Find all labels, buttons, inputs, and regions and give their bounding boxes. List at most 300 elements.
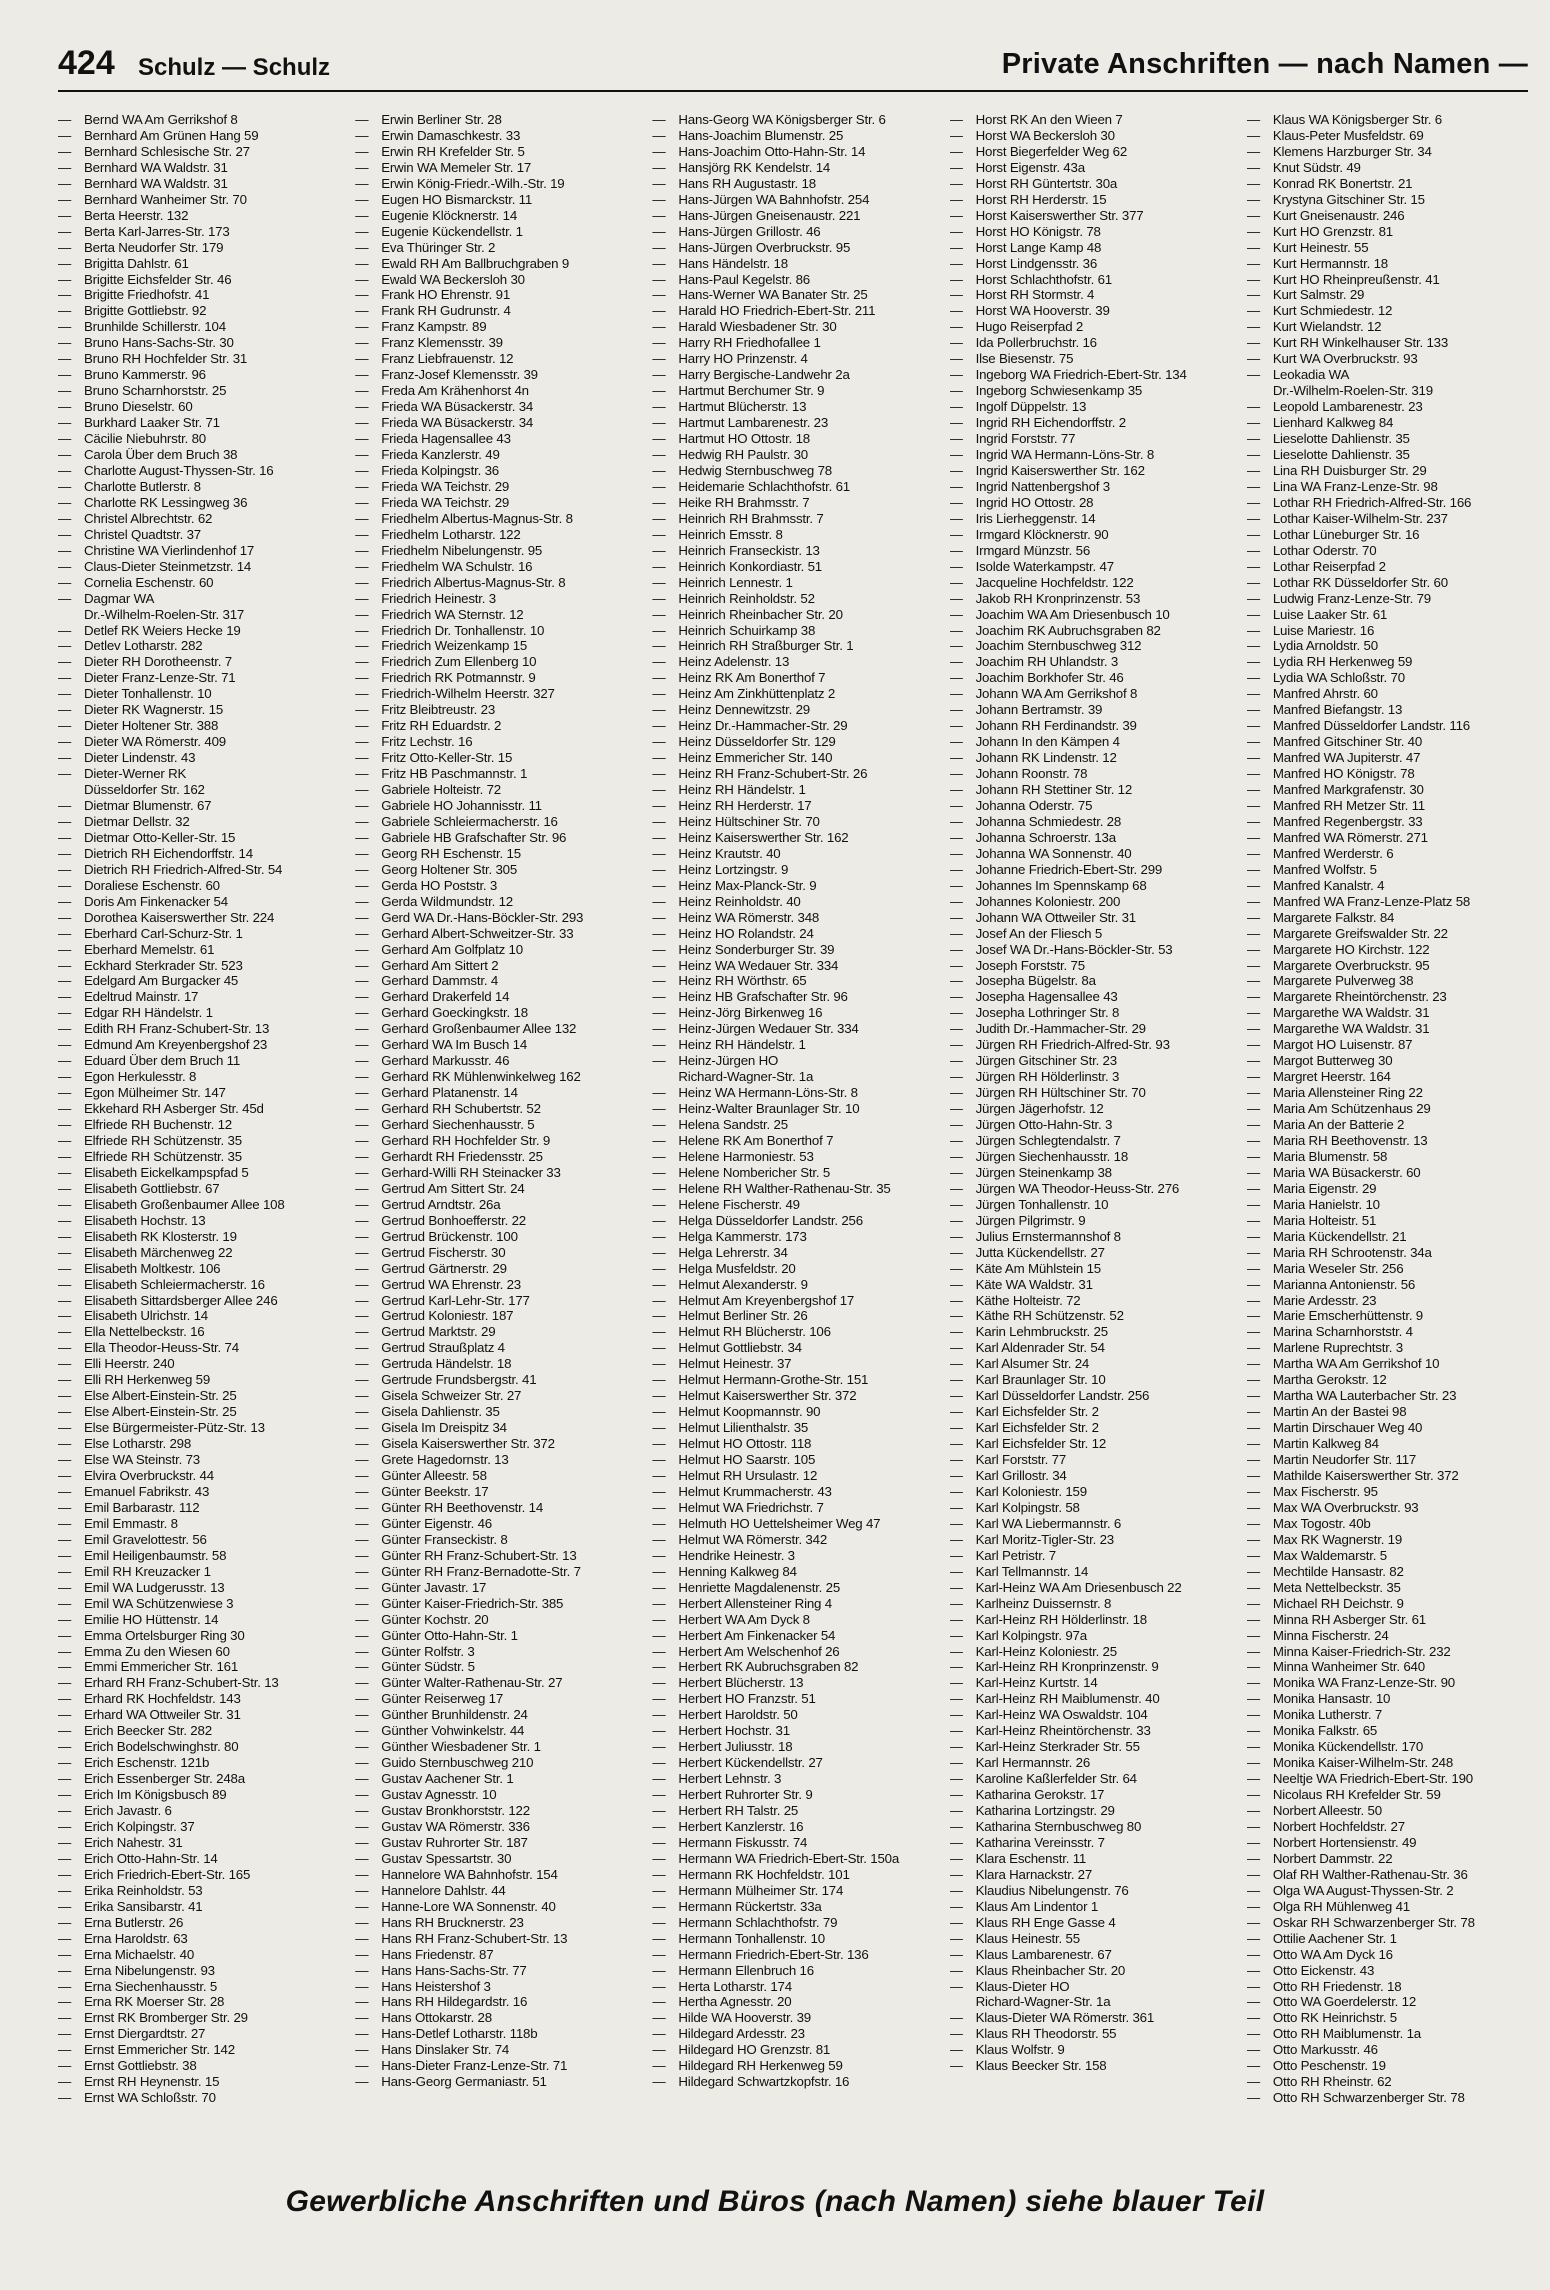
address-entry: — Helmut Koopmannstr. 90 — [652, 1404, 939, 1420]
address-entry: — Eugen HO Bismarckstr. 11 — [355, 192, 642, 208]
listing-column-2 — [355, 112, 642, 2090]
address-entry: — Gertrud Koloniestr. 187 — [355, 1308, 642, 1324]
address-entry: — Olaf RH Walther-Rathenau-Str. 36 — [1247, 1867, 1534, 1883]
address-entry: — Claus-Dieter Steinmetzstr. 14 — [58, 559, 345, 575]
address-entry: — Margret Heerstr. 164 — [1247, 1069, 1534, 1085]
address-entry: — Erhard RK Hochfeldstr. 143 — [58, 1691, 345, 1707]
address-entry: — Maria Kückendellstr. 21 — [1247, 1229, 1534, 1245]
address-entry: — Bruno Scharnhorststr. 25 — [58, 383, 345, 399]
address-entry: — Erna Haroldstr. 63 — [58, 1931, 345, 1947]
address-entry: — Martin Dirschauer Weg 40 — [1247, 1420, 1534, 1436]
address-entry: — Hartmut Blücherstr. 13 — [652, 399, 939, 415]
address-entry: — Edeltrud Mainstr. 17 — [58, 989, 345, 1005]
address-entry: — Erna Nibelungenstr. 93 — [58, 1963, 345, 1979]
address-entry: — Günter RH Franz-Schubert-Str. 13 — [355, 1548, 642, 1564]
address-entry: — Dieter Franz-Lenze-Str. 71 — [58, 670, 345, 686]
address-entry: — Burkhard Laaker Str. 71 — [58, 415, 345, 431]
address-entry: — Erwin Berliner Str. 28 — [355, 112, 642, 128]
address-entry: — Hilde WA Hooverstr. 39 — [652, 2010, 939, 2026]
address-entry: — Hedwig Sternbuschweg 78 — [652, 463, 939, 479]
address-entry: — Ilse Biesenstr. 75 — [950, 351, 1237, 367]
address-entry: — Knut Südstr. 49 — [1247, 160, 1534, 176]
address-entry: — Ella Theodor-Heuss-Str. 74 — [58, 1340, 345, 1356]
address-entry: — Hanne-Lore WA Sonnenstr. 40 — [355, 1899, 642, 1915]
address-entry: — Franz-Josef Klemensstr. 39 — [355, 367, 642, 383]
address-entry: — Hermann RK Hochfeldstr. 101 — [652, 1867, 939, 1883]
listing-column-3 — [652, 112, 939, 2090]
address-entry: — Herbert RK Aubruchsgraben 82 — [652, 1659, 939, 1675]
address-entry: — Maria Am Schützenhaus 29 — [1247, 1101, 1534, 1117]
address-entry: — Erna Michaelstr. 40 — [58, 1947, 345, 1963]
address-entry: — Lydia WA Schloßstr. 70 — [1247, 670, 1534, 686]
address-entry: — Klemens Harzburger Str. 34 — [1247, 144, 1534, 160]
address-entry: — Klaus RH Enge Gasse 4 — [950, 1915, 1237, 1931]
address-entry: — Berta Karl-Jarres-Str. 173 — [58, 224, 345, 240]
address-entry: — Eugenie Kückendellstr. 1 — [355, 224, 642, 240]
address-entry: — Heinz Am Zinkhüttenplatz 2 — [652, 686, 939, 702]
address-entry: — Joseph Forststr. 75 — [950, 958, 1237, 974]
address-entry: — Dieter RH Dorotheenstr. 7 — [58, 654, 345, 670]
address-entry: — Herbert Haroldstr. 50 — [652, 1707, 939, 1723]
address-entry: — Ingeborg Schwiesenkamp 35 — [950, 383, 1237, 399]
address-entry: — Karl Kolpingstr. 58 — [950, 1500, 1237, 1516]
address-entry: — Emil WA Schützenwiese 3 — [58, 1596, 345, 1612]
address-entry: — Hans Ottokarstr. 28 — [355, 2010, 642, 2026]
address-entry: — Heinz Reinholdstr. 40 — [652, 894, 939, 910]
address-entry: — Hans Heistershof 3 — [355, 1979, 642, 1995]
address-entry: — Max WA Overbruckstr. 93 — [1247, 1500, 1534, 1516]
address-entry: — Edith RH Franz-Schubert-Str. 13 — [58, 1021, 345, 1037]
address-entry: — Marianna Antonienstr. 56 — [1247, 1277, 1534, 1293]
address-entry: — Gerhard WA Im Busch 14 — [355, 1037, 642, 1053]
address-entry: — Gerda HO Poststr. 3 — [355, 878, 642, 894]
address-entry: — Manfred Markgrafenstr. 30 — [1247, 782, 1534, 798]
address-entry: Dr.-Wilhelm-Roelen-Str. 319 — [1272, 383, 1433, 399]
address-entry: — Josef WA Dr.-Hans-Böckler-Str. 53 — [950, 942, 1237, 958]
address-entry: — Norbert Dammstr. 22 — [1247, 1851, 1534, 1867]
address-entry: — Gustav Aachener Str. 1 — [355, 1771, 642, 1787]
address-entry: — Friedrich Zum Ellenberg 10 — [355, 654, 642, 670]
address-entry: — Jürgen RH Hölderlinstr. 3 — [950, 1069, 1237, 1085]
address-entry: — Friedhelm Albertus-Magnus-Str. 8 — [355, 511, 642, 527]
address-entry: — Ernst Diergardtstr. 27 — [58, 2026, 345, 2042]
address-entry: — Julius Ernstermannshof 8 — [950, 1229, 1237, 1245]
address-entry: — Gerhard RK Mühlenwinkelweg 162 — [355, 1069, 642, 1085]
address-entry: — Harry Bergische-Landwehr 2a — [652, 367, 939, 383]
address-entry: — Klaus-Dieter WA Römerstr. 361 — [950, 2010, 1237, 2026]
address-entry: — Kurt Gneisenaustr. 246 — [1247, 208, 1534, 224]
address-entry: — Johanna Schroerstr. 13a — [950, 830, 1237, 846]
address-entry: — Gertrud WA Ehrenstr. 23 — [355, 1277, 642, 1293]
address-entry: — Berta Heerstr. 132 — [58, 208, 345, 224]
address-entry: — Jürgen Siechenhausstr. 18 — [950, 1149, 1237, 1165]
address-entry: — Klaus RH Theodorstr. 55 — [950, 2026, 1237, 2042]
address-entry: — Manfred RH Metzer Str. 11 — [1247, 798, 1534, 814]
address-entry: — Kurt Hermannstr. 18 — [1247, 256, 1534, 272]
address-entry: — Manfred WA Franz-Lenze-Platz 58 — [1247, 894, 1534, 910]
address-entry: — Heinz Dennewitzstr. 29 — [652, 702, 939, 718]
address-entry: — Manfred Gitschiner Str. 40 — [1247, 734, 1534, 750]
address-entry: — Hermann Mülheimer Str. 174 — [652, 1883, 939, 1899]
address-entry: — Eberhard Memelstr. 61 — [58, 942, 345, 958]
address-entry: — Johann WA Ottweiler Str. 31 — [950, 910, 1237, 926]
address-entry: — Monika Falkstr. 65 — [1247, 1723, 1534, 1739]
address-entry: — Klara Harnackstr. 27 — [950, 1867, 1237, 1883]
address-entry: — Herbert Lehnstr. 3 — [652, 1771, 939, 1787]
address-entry: — Frieda WA Teichstr. 29 — [355, 495, 642, 511]
address-entry: — Dietrich RH Friedrich-Alfred-Str. 54 — [58, 862, 345, 878]
address-entry: — Norbert Hochfeldstr. 27 — [1247, 1819, 1534, 1835]
address-entry: — Friedrich Dr. Tonhallenstr. 10 — [355, 623, 642, 639]
address-entry: — Jürgen Pilgrimstr. 9 — [950, 1213, 1237, 1229]
address-entry: — Dagmar WA — [58, 591, 345, 607]
address-entry: — Friedhelm Lotharstr. 122 — [355, 527, 642, 543]
address-entry: — Brigitte Eichsfelder Str. 46 — [58, 272, 345, 288]
address-entry: — Georg RH Eschenstr. 15 — [355, 846, 642, 862]
address-entry: — Emil Emmastr. 8 — [58, 1516, 345, 1532]
address-entry: — Kurt HO Rheinpreußenstr. 41 — [1247, 272, 1534, 288]
address-entry: — Bernhard Wanheimer Str. 70 — [58, 192, 345, 208]
address-entry: Düsseldorfer Str. 162 — [84, 782, 205, 798]
address-entry: — Horst HO Königstr. 78 — [950, 224, 1237, 240]
footer-note: Gewerbliche Anschriften und Büros (nach Namen) siehe blauer Teil — [285, 2185, 1265, 2218]
address-entry: — Günter Eigenstr. 46 — [355, 1516, 642, 1532]
address-entry: — Gisela Dahlienstr. 35 — [355, 1404, 642, 1420]
address-entry: — Monika Kaiser-Wilhelm-Str. 248 — [1247, 1755, 1534, 1771]
address-entry: — Jürgen WA Theodor-Heuss-Str. 276 — [950, 1181, 1237, 1197]
address-entry: — Gustav Ruhrorter Str. 187 — [355, 1835, 642, 1851]
address-entry: — Charlotte RK Lessingweg 36 — [58, 495, 345, 511]
address-entry: — Helmut Gottliebstr. 34 — [652, 1340, 939, 1356]
address-entry: — Ingrid RH Eichendorffstr. 2 — [950, 415, 1237, 431]
address-entry: — Joachim RK Aubruchsgraben 82 — [950, 623, 1237, 639]
address-entry: — Hans RH Brucknerstr. 23 — [355, 1915, 642, 1931]
address-entry: — Karl-Heinz Sterkrader Str. 55 — [950, 1739, 1237, 1755]
address-entry: — Herbert WA Am Dyck 8 — [652, 1612, 939, 1628]
address-entry: — Elisabeth RK Klosterstr. 19 — [58, 1229, 345, 1245]
address-entry: — Manfred WA Römerstr. 271 — [1247, 830, 1534, 846]
address-entry: — Erhard WA Ottweiler Str. 31 — [58, 1707, 345, 1723]
address-entry: — Johanna WA Sonnenstr. 40 — [950, 846, 1237, 862]
address-entry: — Brigitte Friedhofstr. 41 — [58, 287, 345, 303]
address-entry: — Heike RH Brahmsstr. 7 — [652, 495, 939, 511]
address-entry: — Charlotte August-Thyssen-Str. 16 — [58, 463, 345, 479]
address-entry: — Bruno Dieselstr. 60 — [58, 399, 345, 415]
address-entry: — Norbert Hortensienstr. 49 — [1247, 1835, 1534, 1851]
address-entry: — Johann RH Stettiner Str. 12 — [950, 782, 1237, 798]
address-entry: — Elisabeth Gottliebstr. 67 — [58, 1181, 345, 1197]
address-entry: — Meta Nettelbeckstr. 35 — [1247, 1580, 1534, 1596]
address-entry: — Hans-Jürgen Gneisenaustr. 221 — [652, 208, 939, 224]
address-entry: — Else Albert-Einstein-Str. 25 — [58, 1388, 345, 1404]
address-entry: — Günter RH Franz-Bernadotte-Str. 7 — [355, 1564, 642, 1580]
address-entry: — Gerhard Am Sittert 2 — [355, 958, 642, 974]
address-entry: — Gerhard Platanenstr. 14 — [355, 1085, 642, 1101]
address-entry: — Isolde Waterkampstr. 47 — [950, 559, 1237, 575]
address-entry: — Otto Eickenstr. 43 — [1247, 1963, 1534, 1979]
address-entry: — Ernst Emmericher Str. 142 — [58, 2042, 345, 2058]
address-entry: — Karl Kolpingstr. 97a — [950, 1628, 1237, 1644]
address-entry: — Bruno Kammerstr. 96 — [58, 367, 345, 383]
address-entry: — Heinrich Lennestr. 1 — [652, 575, 939, 591]
address-entry: — Else Bürgermeister-Pütz-Str. 13 — [58, 1420, 345, 1436]
address-entry: — Käte WA Waldstr. 31 — [950, 1277, 1237, 1293]
address-entry: — Erwin König-Friedr.-Wilh.-Str. 19 — [355, 176, 642, 192]
address-entry: — Ingrid HO Ottostr. 28 — [950, 495, 1237, 511]
address-entry: — Christel Quadtstr. 37 — [58, 527, 345, 543]
address-entry: — Manfred HO Königstr. 78 — [1247, 766, 1534, 782]
address-entry: — Hedwig RH Paulstr. 30 — [652, 447, 939, 463]
address-entry: — Jürgen Schlegtendalstr. 7 — [950, 1133, 1237, 1149]
address-entry: — Karl-Heinz Kurtstr. 14 — [950, 1675, 1237, 1691]
address-entry: — Emil Gravelottestr. 56 — [58, 1532, 345, 1548]
address-entry: — Heinrich Franseckistr. 13 — [652, 543, 939, 559]
address-entry: — Karl Grillostr. 34 — [950, 1468, 1237, 1484]
address-entry: — Karl WA Liebermannstr. 6 — [950, 1516, 1237, 1532]
address-entry: — Dieter Lindenstr. 43 — [58, 750, 345, 766]
address-entry: — Elfriede RH Buchenstr. 12 — [58, 1117, 345, 1133]
address-entry: — Heinz RH Händelstr. 1 — [652, 1037, 939, 1053]
address-entry: — Erich Javastr. 6 — [58, 1803, 345, 1819]
address-entry: — Hans Dinslaker Str. 74 — [355, 2042, 642, 2058]
address-entry: — Kurt WA Overbruckstr. 93 — [1247, 351, 1534, 367]
address-entry: — Johanna Schmiedestr. 28 — [950, 814, 1237, 830]
address-entry: — Minna RH Asberger Str. 61 — [1247, 1612, 1534, 1628]
address-entry: — Karl-Heinz RH Maiblumenstr. 40 — [950, 1691, 1237, 1707]
address-entry: — Elisabeth Eickelkampspfad 5 — [58, 1165, 345, 1181]
address-entry: — Dieter Tonhallenstr. 10 — [58, 686, 345, 702]
address-entry: — Ingrid Kaiserswerther Str. 162 — [950, 463, 1237, 479]
address-entry: — Ingeborg WA Friedrich-Ebert-Str. 134 — [950, 367, 1237, 383]
address-entry: — Gisela Im Dreispitz 34 — [355, 1420, 642, 1436]
address-entry: — Karl-Heinz RH Kronprinzenstr. 9 — [950, 1659, 1237, 1675]
address-entry: — Elisabeth Großenbaumer Allee 108 — [58, 1197, 345, 1213]
address-entry: — Elli RH Herkenweg 59 — [58, 1372, 345, 1388]
address-entry: — Martha Gerokstr. 12 — [1247, 1372, 1534, 1388]
address-entry: — Hermann Rückertstr. 33a — [652, 1899, 939, 1915]
address-entry: — Lothar Lüneburger Str. 16 — [1247, 527, 1534, 543]
address-entry: — Helene Fischerstr. 49 — [652, 1197, 939, 1213]
address-entry: — Hertha Agnesstr. 20 — [652, 1994, 939, 2010]
address-entry: — Dieter WA Römerstr. 409 — [58, 734, 345, 750]
address-entry: — Emil Barbarastr. 112 — [58, 1500, 345, 1516]
address-entry: — Gustav WA Römerstr. 336 — [355, 1819, 642, 1835]
address-entry: — Minna Wanheimer Str. 640 — [1247, 1659, 1534, 1675]
address-entry: — Heinz WA Wedauer Str. 334 — [652, 958, 939, 974]
page-number: 424 — [58, 44, 115, 82]
address-entry: — Mathilde Kaiserswerther Str. 372 — [1247, 1468, 1534, 1484]
address-entry: — Günther Wiesbadener Str. 1 — [355, 1739, 642, 1755]
address-entry: — Heinz RK Am Bonerthof 7 — [652, 670, 939, 686]
address-entry: — Ernst RK Bromberger Str. 29 — [58, 2010, 345, 2026]
address-entry: — Herbert Kückendellstr. 27 — [652, 1755, 939, 1771]
address-entry: — Emil Heiligenbaumstr. 58 — [58, 1548, 345, 1564]
address-entry: — Herbert Allensteiner Ring 4 — [652, 1596, 939, 1612]
address-entry: — Fritz RH Eduardstr. 2 — [355, 718, 642, 734]
address-entry: — Georg Holtener Str. 305 — [355, 862, 642, 878]
address-entry: — Heinz Sonderburger Str. 39 — [652, 942, 939, 958]
address-entry: — Horst WA Hooverstr. 39 — [950, 303, 1237, 319]
address-entry: — Kurt RH Winkelhauser Str. 133 — [1247, 335, 1534, 351]
address-entry: — Elisabeth Hochstr. 13 — [58, 1213, 345, 1229]
address-entry: — Johann Bertramstr. 39 — [950, 702, 1237, 718]
address-entry: — Gabriele HB Grafschafter Str. 96 — [355, 830, 642, 846]
address-entry: — Hildegard HO Grenzstr. 81 — [652, 2042, 939, 2058]
address-entry: — Manfred Kanalstr. 4 — [1247, 878, 1534, 894]
address-entry: — Lienhard Kalkweg 84 — [1247, 415, 1534, 431]
address-entry: — Günter Reiserweg 17 — [355, 1691, 642, 1707]
address-entry: — Helena Sandstr. 25 — [652, 1117, 939, 1133]
address-entry: — Erna Siechenhausstr. 5 — [58, 1979, 345, 1995]
address-entry: — Jürgen RH Hültschiner Str. 70 — [950, 1085, 1237, 1101]
address-entry: — Günter RH Beethovenstr. 14 — [355, 1500, 642, 1516]
address-entry: — Friedrich Heinestr. 3 — [355, 591, 642, 607]
address-entry: — Oskar RH Schwarzenberger Str. 78 — [1247, 1915, 1534, 1931]
address-entry: — Günter Kochstr. 20 — [355, 1612, 642, 1628]
address-entry: — Karl Eichsfelder Str. 2 — [950, 1404, 1237, 1420]
address-entry: — Kurt Salmstr. 29 — [1247, 287, 1534, 303]
address-entry: — Else WA Steinstr. 73 — [58, 1452, 345, 1468]
address-entry: — Heinrich Rheinbacher Str. 20 — [652, 607, 939, 623]
address-entry: — Gabriele Holteistr. 72 — [355, 782, 642, 798]
address-entry: — Carola Über dem Bruch 38 — [58, 447, 345, 463]
address-entry: — Katharina Lortzingstr. 29 — [950, 1803, 1237, 1819]
address-entry: — Manfred Werderstr. 6 — [1247, 846, 1534, 862]
listing-column-1 — [58, 112, 345, 2106]
address-entry: — Dieter-Werner RK — [58, 766, 345, 782]
address-entry: — Heinz WA Hermann-Löns-Str. 8 — [652, 1085, 939, 1101]
address-entry: — Monika Kückendellstr. 170 — [1247, 1739, 1534, 1755]
address-entry: — Klaus Heinestr. 55 — [950, 1931, 1237, 1947]
address-entry: — Karl Braunlager Str. 10 — [950, 1372, 1237, 1388]
address-entry: — Margarete Greifswalder Str. 22 — [1247, 926, 1534, 942]
address-entry: — Elvira Overbruckstr. 44 — [58, 1468, 345, 1484]
address-entry: — Klaus Rheinbacher Str. 20 — [950, 1963, 1237, 1979]
address-entry: — Horst RK An den Wieen 7 — [950, 112, 1237, 128]
address-entry: — Helmut WA Römerstr. 342 — [652, 1532, 939, 1548]
address-entry: — Karl-Heinz WA Oswaldstr. 104 — [950, 1707, 1237, 1723]
address-entry: — Heinz Max-Planck-Str. 9 — [652, 878, 939, 894]
address-entry: — Otto RK Heinrichstr. 5 — [1247, 2010, 1534, 2026]
address-entry: — Gertrud Brückenstr. 100 — [355, 1229, 642, 1245]
address-entry: — Helmut Krummacherstr. 43 — [652, 1484, 939, 1500]
address-entry: — Ingrid Nattenbergshof 3 — [950, 479, 1237, 495]
address-entry: — Helmut Heinestr. 37 — [652, 1356, 939, 1372]
address-entry: — Fritz HB Paschmannstr. 1 — [355, 766, 642, 782]
address-entry: — Herbert HO Franzstr. 51 — [652, 1691, 939, 1707]
address-entry: — Herbert Ruhrorter Str. 9 — [652, 1787, 939, 1803]
address-entry: — Henning Kalkweg 84 — [652, 1564, 939, 1580]
address-entry: — Hans-Georg Germaniastr. 51 — [355, 2074, 642, 2090]
address-entry: — Dietmar Blumenstr. 67 — [58, 798, 345, 814]
address-entry: — Grete Hagedornstr. 13 — [355, 1452, 642, 1468]
address-entry: — Frieda Kanzlerstr. 49 — [355, 447, 642, 463]
address-entry: — Helmut Hermann-Grothe-Str. 151 — [652, 1372, 939, 1388]
address-entry: — Bernhard Am Grünen Hang 59 — [58, 128, 345, 144]
address-entry: — Fritz Bleibtreustr. 23 — [355, 702, 642, 718]
address-entry: — Bernd WA Am Gerrikshof 8 — [58, 112, 345, 128]
address-entry: — Heinrich Konkordiastr. 51 — [652, 559, 939, 575]
address-entry: — Jürgen Jägerhofstr. 12 — [950, 1101, 1237, 1117]
address-entry: — Günter Javastr. 17 — [355, 1580, 642, 1596]
address-entry: — Johanna Oderstr. 75 — [950, 798, 1237, 814]
address-entry: — Heinz RH Wörthstr. 65 — [652, 973, 939, 989]
address-entry: — Ernst RH Heynenstr. 15 — [58, 2074, 345, 2090]
address-entry: — Ekkehard RH Asberger Str. 45d — [58, 1101, 345, 1117]
address-entry: — Hansjörg RK Kendelstr. 14 — [652, 160, 939, 176]
address-entry: — Margarethe WA Waldstr. 31 — [1247, 1021, 1534, 1037]
address-entry: — Max RK Wagnerstr. 19 — [1247, 1532, 1534, 1548]
address-entry: — Heinz Emmericher Str. 140 — [652, 750, 939, 766]
address-entry: — Mechtilde Hansastr. 82 — [1247, 1564, 1534, 1580]
address-entry: — Heinrich Emsstr. 8 — [652, 527, 939, 543]
address-entry: — Marina Scharnhorststr. 4 — [1247, 1324, 1534, 1340]
address-entry: — Dietmar Dellstr. 32 — [58, 814, 345, 830]
address-entry: — Olga WA August-Thyssen-Str. 2 — [1247, 1883, 1534, 1899]
address-entry: — Brunhilde Schillerstr. 104 — [58, 319, 345, 335]
address-entry: — Erich Eschenstr. 121b — [58, 1755, 345, 1771]
address-entry: — Helga Düsseldorfer Landstr. 256 — [652, 1213, 939, 1229]
address-entry: — Elisabeth Ulrichstr. 14 — [58, 1308, 345, 1324]
address-entry: — Joachim RH Uhlandstr. 3 — [950, 654, 1237, 670]
address-entry: — Heinrich RH Brahmsstr. 7 — [652, 511, 939, 527]
address-entry: — Max Waldemarstr. 5 — [1247, 1548, 1534, 1564]
address-entry: — Frieda Kolpingstr. 36 — [355, 463, 642, 479]
address-entry: — Monika Hansastr. 10 — [1247, 1691, 1534, 1707]
address-entry: — Emil WA Ludgerusstr. 13 — [58, 1580, 345, 1596]
address-entry: — Erich Friedrich-Ebert-Str. 165 — [58, 1867, 345, 1883]
address-entry: — Klara Eschenstr. 11 — [950, 1851, 1237, 1867]
address-entry: — Heinrich RH Straßburger Str. 1 — [652, 638, 939, 654]
address-entry: — Günter Franseckistr. 8 — [355, 1532, 642, 1548]
address-entry: — Klaus-Peter Musfeldstr. 69 — [1247, 128, 1534, 144]
address-entry: — Erich Nahestr. 31 — [58, 1835, 345, 1851]
address-entry: — Helmut Alexanderstr. 9 — [652, 1277, 939, 1293]
address-entry: — Gerhard Am Golfplatz 10 — [355, 942, 642, 958]
address-entry: — Günter Walter-Rathenau-Str. 27 — [355, 1675, 642, 1691]
address-entry: — Hermann Ellenbruch 16 — [652, 1963, 939, 1979]
address-entry: — Friedrich RK Potmannstr. 9 — [355, 670, 642, 686]
address-entry: — Karl Tellmannstr. 14 — [950, 1564, 1237, 1580]
address-entry: — Johann RH Ferdinandstr. 39 — [950, 718, 1237, 734]
address-entry: — Friedhelm Nibelungenstr. 95 — [355, 543, 642, 559]
address-entry: — Helmut RH Ursulastr. 12 — [652, 1468, 939, 1484]
address-entry: — Hartmut Lambarenestr. 23 — [652, 415, 939, 431]
address-entry: — Margarete Pulverweg 38 — [1247, 973, 1534, 989]
address-entry: — Hildegard Schwartzkopfstr. 16 — [652, 2074, 939, 2090]
address-entry: Richard-Wagner-Str. 1a — [975, 1994, 1111, 2010]
address-entry: — Gertrud Am Sittert Str. 24 — [355, 1181, 642, 1197]
address-entry: — Elfriede RH Schützenstr. 35 — [58, 1149, 345, 1165]
address-entry: — Heinz-Jürgen Wedauer Str. 334 — [652, 1021, 939, 1037]
address-entry: — Neeltje WA Friedrich-Ebert-Str. 190 — [1247, 1771, 1534, 1787]
address-entry: — Brigitte Gottliebstr. 92 — [58, 303, 345, 319]
address-entry: — Fritz Otto-Keller-Str. 15 — [355, 750, 642, 766]
address-entry: — Gertrud Marktstr. 29 — [355, 1324, 642, 1340]
address-entry: — Jürgen Tonhallenstr. 10 — [950, 1197, 1237, 1213]
address-entry: — Erich Bodelschwinghstr. 80 — [58, 1739, 345, 1755]
address-entry: — Erich Otto-Hahn-Str. 14 — [58, 1851, 345, 1867]
address-entry: — Karl-Heinz RH Hölderlinstr. 18 — [950, 1612, 1237, 1628]
address-entry: — Egon Herkulesstr. 8 — [58, 1069, 345, 1085]
address-entry: — Gerhard Drakerfeld 14 — [355, 989, 642, 1005]
address-entry: — Lothar Oderstr. 70 — [1247, 543, 1534, 559]
address-entry: — Frieda WA Büsackerstr. 34 — [355, 415, 642, 431]
address-entry: — Helga Lehrerstr. 34 — [652, 1245, 939, 1261]
address-entry: — Dietrich RH Eichendorffstr. 14 — [58, 846, 345, 862]
address-entry: — Heinz RH Franz-Schubert-Str. 26 — [652, 766, 939, 782]
address-entry: — Katharina Vereinsstr. 7 — [950, 1835, 1237, 1851]
